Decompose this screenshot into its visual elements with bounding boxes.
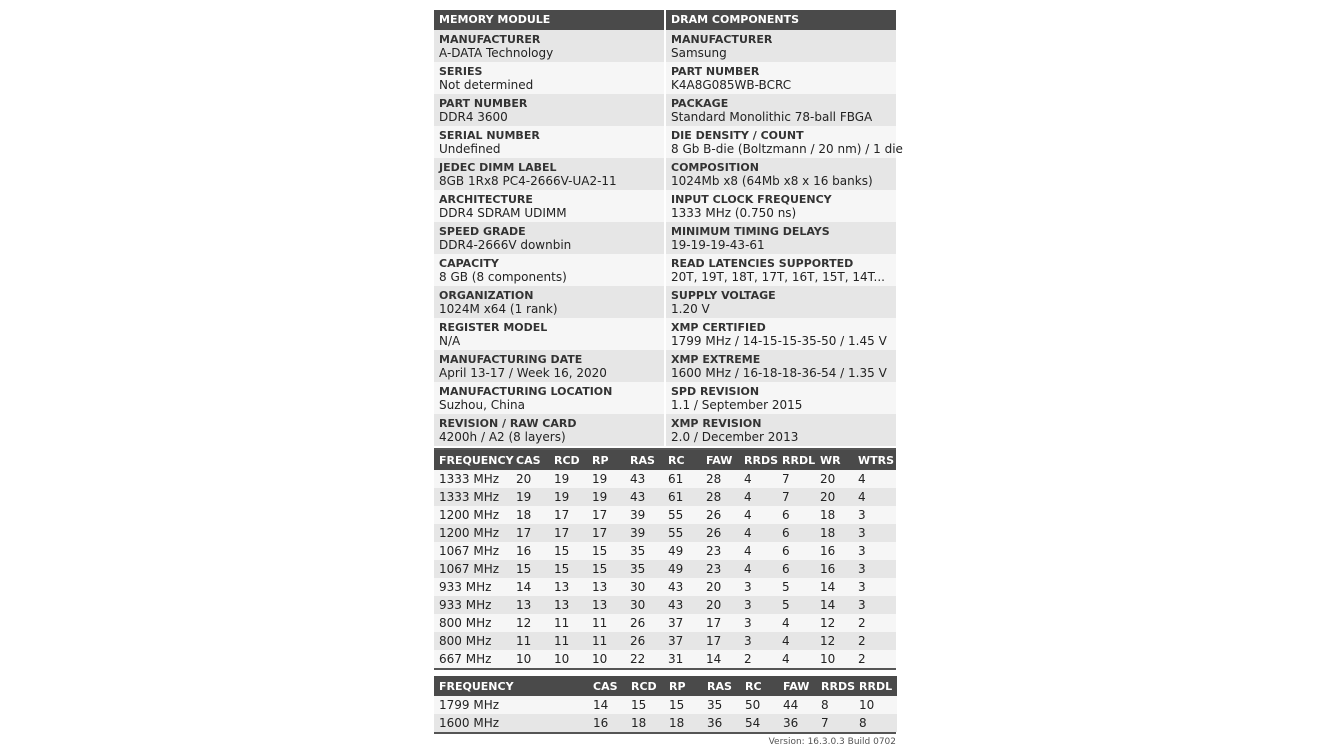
table-cell: 16 bbox=[815, 560, 853, 578]
field-value: 19-19-19-43-61 bbox=[671, 238, 765, 252]
table-cell: 17 bbox=[549, 506, 587, 524]
dram-field bbox=[666, 158, 896, 190]
table-cell: 49 bbox=[663, 560, 701, 578]
module-field bbox=[434, 318, 664, 350]
module-field bbox=[434, 254, 664, 286]
table-cell: 23 bbox=[701, 560, 739, 578]
module-field bbox=[434, 286, 664, 318]
table-cell: 4 bbox=[739, 470, 777, 488]
column-header: WTRS bbox=[853, 450, 896, 470]
field-label: SERIAL NUMBER bbox=[439, 129, 540, 142]
table-cell: 55 bbox=[663, 524, 701, 542]
module-field bbox=[434, 222, 664, 254]
field-value: 1799 MHz / 14-15-15-35-50 / 1.45 V bbox=[671, 334, 887, 348]
table-cell: 18 bbox=[511, 506, 549, 524]
table-cell: 49 bbox=[663, 542, 701, 560]
table-cell: 17 bbox=[511, 524, 549, 542]
column-header: WR bbox=[815, 450, 853, 470]
field-label: CAPACITY bbox=[439, 257, 499, 270]
table-cell: 3 bbox=[853, 542, 896, 560]
table-cell: 43 bbox=[663, 578, 701, 596]
table-cell: 43 bbox=[625, 488, 663, 506]
table-cell: 3 bbox=[739, 632, 777, 650]
table-cell: 7 bbox=[777, 488, 815, 506]
table-cell: 13 bbox=[511, 596, 549, 614]
table-cell: 1067 MHz bbox=[434, 560, 511, 578]
table-row bbox=[434, 542, 896, 560]
field-value: 8GB 1Rx8 PC4-2666V-UA2-11 bbox=[439, 174, 617, 188]
info-columns bbox=[434, 10, 903, 446]
table-cell: 43 bbox=[625, 470, 663, 488]
dram-field bbox=[666, 126, 903, 158]
table-cell: 800 MHz bbox=[434, 614, 511, 632]
table-cell: 6 bbox=[777, 506, 815, 524]
memory-module-column bbox=[434, 10, 664, 446]
column-header: CAS bbox=[511, 450, 549, 470]
xmp-timings-table bbox=[434, 676, 897, 732]
field-value: 1024M x64 (1 rank) bbox=[439, 302, 558, 316]
table-cell bbox=[511, 696, 588, 714]
field-label: MANUFACTURING DATE bbox=[439, 353, 583, 366]
module-field bbox=[434, 62, 664, 94]
column-header: RCD bbox=[626, 676, 664, 696]
table-cell: 20 bbox=[815, 488, 853, 506]
field-value: Standard Monolithic 78-ball FBGA bbox=[671, 110, 873, 124]
column-header: FAW bbox=[778, 676, 816, 696]
table-cell: 16 bbox=[511, 542, 549, 560]
table-cell: 13 bbox=[587, 596, 625, 614]
table-cell: 50 bbox=[740, 696, 778, 714]
spd-report-panel bbox=[434, 10, 903, 747]
table-cell: 4 bbox=[777, 650, 815, 668]
field-value: 20T, 19T, 18T, 17T, 16T, 15T, 14T... bbox=[671, 270, 885, 284]
module-field bbox=[434, 158, 664, 190]
column-header: RP bbox=[664, 676, 702, 696]
field-label: REGISTER MODEL bbox=[439, 321, 548, 334]
field-label: JEDEC DIMM LABEL bbox=[439, 161, 557, 174]
field-value: K4A8G085WB-BCRC bbox=[671, 78, 792, 92]
table-cell: 7 bbox=[777, 470, 815, 488]
table-cell: 933 MHz bbox=[434, 596, 511, 614]
table-cell: 15 bbox=[549, 560, 587, 578]
field-label: INPUT CLOCK FREQUENCY bbox=[671, 193, 832, 206]
table-cell: 5 bbox=[777, 596, 815, 614]
table-cell: 20 bbox=[511, 470, 549, 488]
table-cell: 30 bbox=[625, 578, 663, 596]
table-cell: 17 bbox=[701, 614, 739, 632]
table-cell: 37 bbox=[663, 632, 701, 650]
table-cell: 26 bbox=[701, 524, 739, 542]
column-header: RC bbox=[663, 450, 701, 470]
column-header: FREQUENCY bbox=[434, 676, 511, 696]
dram-field bbox=[666, 222, 896, 254]
field-value: 8 GB (8 components) bbox=[439, 270, 567, 284]
field-value: 1024Mb x8 (64Mb x8 x 16 banks) bbox=[671, 174, 873, 188]
table-cell: 3 bbox=[739, 614, 777, 632]
table-cell: 31 bbox=[663, 650, 701, 668]
column-header: RAS bbox=[625, 450, 663, 470]
table-cell: 36 bbox=[778, 714, 816, 732]
table-cell: 55 bbox=[663, 506, 701, 524]
field-label: REVISION / RAW CARD bbox=[439, 417, 577, 430]
field-value: April 13-17 / Week 16, 2020 bbox=[439, 366, 607, 380]
table-cell: 2 bbox=[739, 650, 777, 668]
table-cell: 54 bbox=[740, 714, 778, 732]
table-cell: 35 bbox=[625, 560, 663, 578]
field-label: SPEED GRADE bbox=[439, 225, 526, 238]
table-cell: 1200 MHz bbox=[434, 506, 511, 524]
field-value: Samsung bbox=[671, 46, 727, 60]
table-cell: 1067 MHz bbox=[434, 542, 511, 560]
table-cell: 14 bbox=[815, 596, 853, 614]
table-cell: 4 bbox=[739, 542, 777, 560]
module-field bbox=[434, 94, 664, 126]
table-cell: 13 bbox=[587, 578, 625, 596]
field-label: READ LATENCIES SUPPORTED bbox=[671, 257, 854, 270]
module-field bbox=[434, 190, 664, 222]
table-row bbox=[434, 506, 896, 524]
table-cell: 2 bbox=[853, 632, 896, 650]
table-cell: 20 bbox=[815, 470, 853, 488]
field-label: SERIES bbox=[439, 65, 483, 78]
table-cell: 23 bbox=[701, 542, 739, 560]
field-label: COMPOSITION bbox=[671, 161, 759, 174]
dram-field bbox=[666, 414, 896, 446]
table-cell: 17 bbox=[587, 506, 625, 524]
table-cell: 18 bbox=[664, 714, 702, 732]
table-row bbox=[434, 578, 896, 596]
table-cell: 36 bbox=[702, 714, 740, 732]
table-cell: 7 bbox=[816, 714, 854, 732]
field-value: 8 Gb B-die (Boltzmann / 20 nm) / 1 die bbox=[671, 142, 903, 156]
table-cell: 18 bbox=[815, 524, 853, 542]
table-cell: 10 bbox=[815, 650, 853, 668]
table-cell: 13 bbox=[549, 596, 587, 614]
field-label: PART NUMBER bbox=[439, 97, 528, 110]
table-cell: 3 bbox=[853, 506, 896, 524]
table-cell: 3 bbox=[739, 596, 777, 614]
field-label: PACKAGE bbox=[671, 97, 729, 110]
table-cell: 18 bbox=[626, 714, 664, 732]
table-cell: 20 bbox=[701, 578, 739, 596]
table-cell: 4 bbox=[777, 614, 815, 632]
table-cell: 8 bbox=[854, 714, 897, 732]
column-header: RP bbox=[587, 450, 625, 470]
field-value: 2.0 / December 2013 bbox=[671, 430, 799, 444]
table-cell: 12 bbox=[815, 614, 853, 632]
memory-module-header: MEMORY MODULE bbox=[434, 10, 664, 30]
dram-field bbox=[666, 62, 896, 94]
table-cell: 3 bbox=[853, 524, 896, 542]
field-label: SUPPLY VOLTAGE bbox=[671, 289, 776, 302]
table-cell: 19 bbox=[587, 488, 625, 506]
field-value: 1333 MHz (0.750 ns) bbox=[671, 206, 797, 220]
table-cell: 4 bbox=[853, 470, 896, 488]
version-label: Version: 16.3.0.3 Build 0702 bbox=[768, 737, 896, 747]
table-cell: 1333 MHz bbox=[434, 488, 511, 506]
table-cell: 17 bbox=[587, 524, 625, 542]
table-cell: 22 bbox=[625, 650, 663, 668]
field-value: Suzhou, China bbox=[439, 398, 525, 412]
dram-field bbox=[666, 318, 896, 350]
table-cell: 14 bbox=[701, 650, 739, 668]
table-cell: 20 bbox=[701, 596, 739, 614]
table-cell: 6 bbox=[777, 542, 815, 560]
table-cell: 5 bbox=[777, 578, 815, 596]
field-value: DDR4 SDRAM UDIMM bbox=[439, 206, 567, 220]
field-value: DDR4-2666V downbin bbox=[439, 238, 572, 252]
table-row bbox=[434, 488, 896, 506]
table-cell: 3 bbox=[853, 596, 896, 614]
table-cell: 14 bbox=[511, 578, 549, 596]
column-header: FAW bbox=[701, 450, 739, 470]
table-cell: 18 bbox=[815, 506, 853, 524]
table-cell: 19 bbox=[549, 488, 587, 506]
field-label: MINIMUM TIMING DELAYS bbox=[671, 225, 830, 238]
field-label: SPD REVISION bbox=[671, 385, 760, 398]
field-value: Undefined bbox=[439, 142, 501, 156]
table-cell: 16 bbox=[588, 714, 626, 732]
module-field bbox=[434, 126, 664, 158]
table-cell: 10 bbox=[549, 650, 587, 668]
table-cell: 1799 MHz bbox=[434, 696, 511, 714]
table-cell: 4 bbox=[739, 506, 777, 524]
dram-field bbox=[666, 286, 896, 318]
table-cell: 3 bbox=[739, 578, 777, 596]
table-cell: 30 bbox=[625, 596, 663, 614]
table-cell: 1200 MHz bbox=[434, 524, 511, 542]
column-header: RRDS bbox=[816, 676, 854, 696]
column-header: FREQUENCY bbox=[434, 450, 511, 470]
dram-field bbox=[666, 254, 896, 286]
field-value: 4200h / A2 (8 layers) bbox=[439, 430, 566, 444]
column-header: CAS bbox=[588, 676, 626, 696]
table-cell: 44 bbox=[778, 696, 816, 714]
table-cell: 3 bbox=[853, 578, 896, 596]
module-field bbox=[434, 414, 664, 446]
table-cell: 10 bbox=[854, 696, 897, 714]
table-cell: 4 bbox=[739, 524, 777, 542]
table-cell: 4 bbox=[739, 488, 777, 506]
table-cell: 28 bbox=[701, 488, 739, 506]
field-label: ARCHITECTURE bbox=[439, 193, 533, 206]
column-header: RAS bbox=[702, 676, 740, 696]
table-cell: 11 bbox=[587, 614, 625, 632]
column-header: RC bbox=[740, 676, 778, 696]
table-cell: 12 bbox=[815, 632, 853, 650]
table-cell: 6 bbox=[777, 524, 815, 542]
table-cell: 19 bbox=[511, 488, 549, 506]
dram-components-column bbox=[666, 10, 903, 446]
table-cell: 11 bbox=[549, 614, 587, 632]
table-cell: 26 bbox=[625, 632, 663, 650]
field-value: N/A bbox=[439, 334, 461, 348]
column-header: RRDL bbox=[854, 676, 897, 696]
table-cell: 933 MHz bbox=[434, 578, 511, 596]
table-cell: 35 bbox=[625, 542, 663, 560]
table-cell: 11 bbox=[549, 632, 587, 650]
column-header: RCD bbox=[549, 450, 587, 470]
field-value: 1600 MHz / 16-18-18-36-54 / 1.35 V bbox=[671, 366, 887, 380]
jedec-header-row bbox=[434, 450, 896, 470]
field-label: MANUFACTURER bbox=[439, 33, 541, 46]
table-cell: 17 bbox=[549, 524, 587, 542]
table-cell: 19 bbox=[549, 470, 587, 488]
table-cell: 11 bbox=[511, 632, 549, 650]
dram-field bbox=[666, 30, 896, 62]
table-cell bbox=[511, 714, 588, 732]
column-header bbox=[511, 676, 588, 696]
table-cell: 15 bbox=[664, 696, 702, 714]
table-cell: 16 bbox=[815, 542, 853, 560]
field-label: MANUFACTURER bbox=[671, 33, 773, 46]
table-cell: 19 bbox=[587, 470, 625, 488]
table-cell: 3 bbox=[853, 560, 896, 578]
table-cell: 1600 MHz bbox=[434, 714, 511, 732]
table-row bbox=[434, 632, 896, 650]
table-cell: 4 bbox=[853, 488, 896, 506]
table-cell: 35 bbox=[702, 696, 740, 714]
table-row bbox=[434, 614, 896, 632]
table-cell: 37 bbox=[663, 614, 701, 632]
table-cell: 6 bbox=[777, 560, 815, 578]
table-cell: 61 bbox=[663, 488, 701, 506]
field-value: A-DATA Technology bbox=[439, 46, 554, 60]
dram-field bbox=[666, 94, 896, 126]
table-cell: 15 bbox=[626, 696, 664, 714]
column-header: RRDS bbox=[739, 450, 777, 470]
field-label: XMP EXTREME bbox=[671, 353, 761, 366]
field-value: 1.20 V bbox=[671, 302, 710, 316]
table-cell: 39 bbox=[625, 524, 663, 542]
table-cell: 12 bbox=[511, 614, 549, 632]
table-cell: 14 bbox=[588, 696, 626, 714]
xmp-header-row bbox=[434, 676, 897, 696]
table-cell: 15 bbox=[511, 560, 549, 578]
module-field bbox=[434, 350, 664, 382]
table-cell: 10 bbox=[587, 650, 625, 668]
table-cell: 28 bbox=[701, 470, 739, 488]
table-row bbox=[434, 560, 896, 578]
dram-field bbox=[666, 382, 896, 414]
table-cell: 8 bbox=[816, 696, 854, 714]
table-cell: 15 bbox=[587, 542, 625, 560]
table-row bbox=[434, 470, 896, 488]
table-cell: 17 bbox=[701, 632, 739, 650]
table-cell: 10 bbox=[511, 650, 549, 668]
table-cell: 14 bbox=[815, 578, 853, 596]
table-cell: 11 bbox=[587, 632, 625, 650]
table-cell: 800 MHz bbox=[434, 632, 511, 650]
module-field bbox=[434, 30, 664, 62]
table-cell: 667 MHz bbox=[434, 650, 511, 668]
field-value: DDR4 3600 bbox=[439, 110, 508, 124]
table-cell: 39 bbox=[625, 506, 663, 524]
table-cell: 26 bbox=[625, 614, 663, 632]
table-row bbox=[434, 524, 896, 542]
field-label: MANUFACTURING LOCATION bbox=[439, 385, 613, 398]
table-cell: 1333 MHz bbox=[434, 470, 511, 488]
table-cell: 43 bbox=[663, 596, 701, 614]
table-cell: 15 bbox=[587, 560, 625, 578]
field-label: XMP REVISION bbox=[671, 417, 762, 430]
column-header: RRDL bbox=[777, 450, 815, 470]
dram-field bbox=[666, 350, 896, 382]
field-value: 1.1 / September 2015 bbox=[671, 398, 803, 412]
table-row bbox=[434, 714, 897, 732]
table-cell: 4 bbox=[739, 560, 777, 578]
table-bottom-line bbox=[434, 732, 896, 734]
jedec-timings-table bbox=[434, 450, 896, 668]
field-value: Not determined bbox=[439, 78, 534, 92]
table-cell: 4 bbox=[777, 632, 815, 650]
dram-components-header: DRAM COMPONENTS bbox=[666, 10, 896, 30]
table-cell: 2 bbox=[853, 650, 896, 668]
field-label: DIE DENSITY / COUNT bbox=[671, 129, 804, 142]
table-row bbox=[434, 650, 896, 668]
field-label: XMP CERTIFIED bbox=[671, 321, 766, 334]
field-label: ORGANIZATION bbox=[439, 289, 534, 302]
field-label: PART NUMBER bbox=[671, 65, 760, 78]
table-row bbox=[434, 696, 897, 714]
table-cell: 26 bbox=[701, 506, 739, 524]
table-cell: 61 bbox=[663, 470, 701, 488]
table-cell: 13 bbox=[549, 578, 587, 596]
table-cell: 15 bbox=[549, 542, 587, 560]
table-row bbox=[434, 596, 896, 614]
dram-field bbox=[666, 190, 896, 222]
module-field bbox=[434, 382, 664, 414]
table-cell: 2 bbox=[853, 614, 896, 632]
